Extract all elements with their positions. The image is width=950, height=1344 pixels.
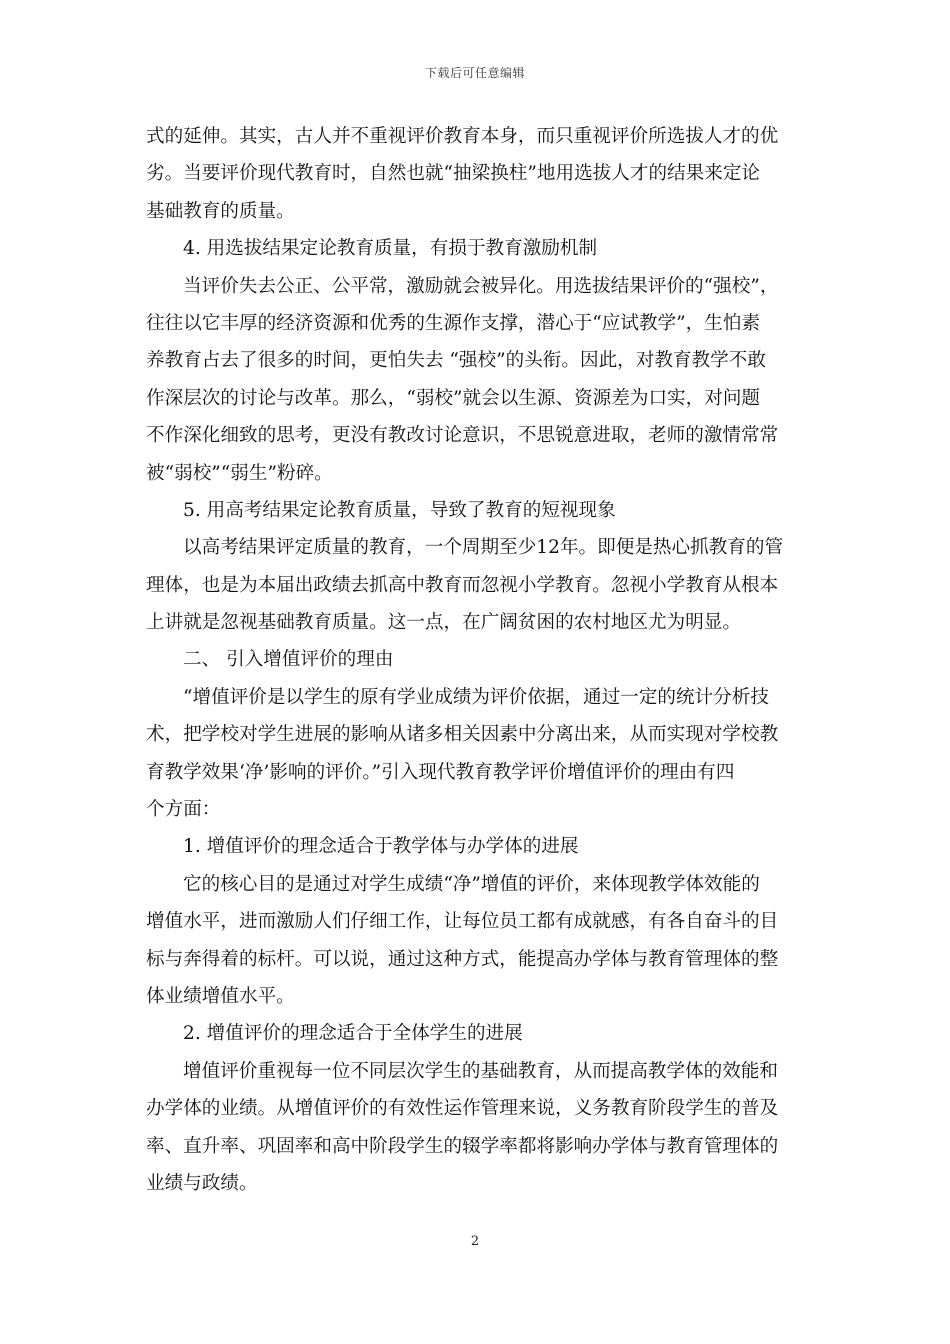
page-header: 下载后可任意编辑: [424, 66, 525, 80]
text-line: 率、直升率、巩固率和高中阶段学生的辍学率都将影响办学体与教育管理体的: [146, 1135, 779, 1157]
text-line: “增值评价是以学生的原有学业成绩为评价依据，通过一定的统计分析技: [183, 686, 769, 708]
text-line: 以高考结果评定质量的教育，一个周期至少12年。即便是热心抓教育的管: [183, 537, 784, 559]
text-line: 个方面：: [146, 799, 221, 821]
text-line: 标与奔得着的标杆。可以说，通过这种方式，能提高办学体与教育管理体的整: [146, 948, 779, 970]
text-line: 二、 引入增值评价的理由: [183, 649, 394, 671]
text-line: 上讲就是忽视基础教育质量。这一点，在广阔贫困的农村地区尤为明显。: [146, 612, 742, 634]
text-line: 当评价失去公正、公平常，激励就会被异化。用选拔结果评价的“强校”，: [183, 275, 779, 297]
text-line: 育教学效果‘净’影响的评价。”引入现代教育教学评价增值评价的理由有四: [146, 761, 735, 783]
text-line: 它的核心目的是通过对学生成绩“净”增值的评价，来体现教学体效能的: [183, 873, 760, 895]
text-line: 体业绩增值水平。: [146, 985, 295, 1007]
text-line: 2. 增值评价的理念适合于全体学生的进展: [183, 1023, 523, 1045]
text-line: 养教育占去了很多的时间，更怕失去 “强校”的头衔。因此，对教育教学不敢: [146, 350, 766, 372]
text-line: 业绩与政绩。: [146, 1172, 258, 1194]
text-line: 术，把学校对学生进展的影响从诸多相关因素中分离出来，从而实现对学校教: [146, 724, 779, 746]
text-line: 办学体的业绩。从增值评价的有效性运作管理来说，义务教育阶段学生的普及: [146, 1098, 779, 1120]
page-number: 2: [470, 1234, 480, 1249]
text-line: 劣。当要评价现代教育时，自然也就“抽梁换柱”地用选拔人才的结果来定论: [146, 163, 761, 185]
text-line: 往往以它丰厚的经济资源和优秀的生源作支撑，潜心于“应试教学”，生怕素: [146, 312, 761, 334]
text-line: 1. 增值评价的理念适合于教学体与办学体的进展: [183, 836, 579, 858]
text-line: 增值评价重视每一位不同层次学生的基础教育，从而提高教学体的效能和: [183, 1060, 779, 1082]
document-body: [146, 118, 818, 1202]
text-line: 式的延伸。其实，古人并不重视评价教育本身，而只重视评价所选拔人才的优: [146, 126, 779, 147]
text-line: 增值水平，进而激励人们仔细工作，让每位员工都有成就感，有各自奋斗的目: [146, 911, 779, 933]
text-line: 不作深化细致的思考，更没有教改讨论意识，不思锐意进取，老师的激情常常: [146, 425, 779, 447]
text-line: 4. 用选拔结果定论教育质量，有损于教育激励机制: [183, 238, 598, 260]
text-line: 基础教育的质量。: [146, 200, 295, 222]
text-line: 被“弱校”“弱生”粉碎。: [146, 462, 333, 484]
text-line: 作深层次的讨论与改革。那么，“弱校”就会以生源、资源差为口实，对问题: [146, 387, 761, 409]
text-line: 理体，也是为本届出政绩去抓高中教育而忽视小学教育。忽视小学教育从根本: [146, 574, 779, 596]
text-line: 5. 用高考结果定论教育质量，导致了教育的短视现象: [183, 499, 616, 521]
